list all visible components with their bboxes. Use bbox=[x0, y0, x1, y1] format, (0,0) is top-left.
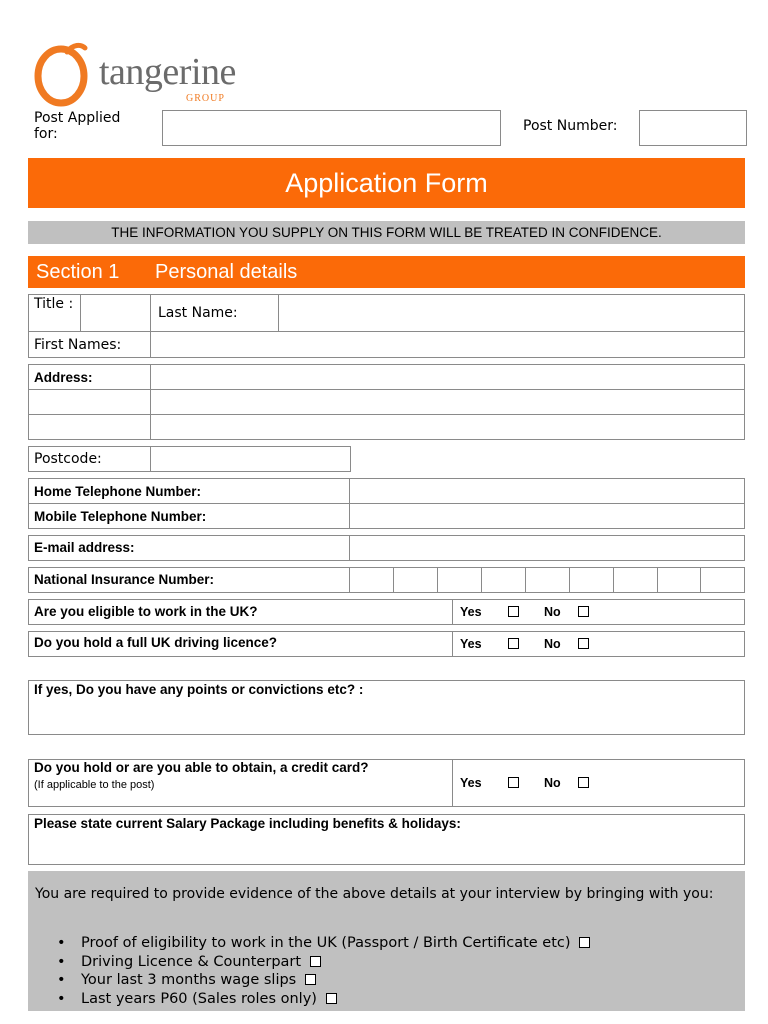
brand-subtitle: GROUP bbox=[186, 93, 225, 104]
ni-char-input-6[interactable] bbox=[571, 568, 613, 592]
name-table bbox=[28, 294, 745, 358]
evidence-item-2: • Driving Licence & Counterpart bbox=[28, 953, 590, 972]
last-name-input[interactable] bbox=[280, 295, 744, 331]
brand-logo bbox=[33, 42, 273, 108]
evidence-item-3: • Your last 3 months wage slips bbox=[28, 971, 590, 990]
eligible-uk-question: Are you eligible to work in the UK? bbox=[34, 604, 258, 619]
form-title: Application Form bbox=[285, 168, 488, 198]
evidence-checkbox-4[interactable] bbox=[326, 993, 337, 1004]
brand-name: tangerine bbox=[99, 51, 236, 93]
home-tel-input[interactable] bbox=[351, 479, 744, 503]
telephone-table bbox=[28, 478, 745, 529]
credit-card-row bbox=[28, 759, 745, 807]
driving-licence-question: Do you hold a full UK driving licence? bbox=[34, 635, 278, 650]
post-number-label: Post Number: bbox=[523, 118, 618, 134]
licence-no-checkbox[interactable] bbox=[578, 638, 589, 649]
confidential-bar bbox=[28, 221, 745, 244]
points-convictions-question: If yes, Do you have any points or convictions etc? : bbox=[34, 682, 364, 697]
credit-no-checkbox[interactable] bbox=[578, 777, 589, 788]
form-title-bar bbox=[28, 158, 745, 208]
ni-char-input-5[interactable] bbox=[527, 568, 569, 592]
evidence-intro: You are required to provide evidence of the above details at your interview by bringing with you: bbox=[35, 886, 714, 902]
eligible-no-checkbox[interactable] bbox=[578, 606, 589, 617]
address-table bbox=[28, 364, 745, 440]
evidence-checkbox-1[interactable] bbox=[579, 937, 590, 948]
postcode-input[interactable] bbox=[152, 447, 350, 471]
postcode-label: Postcode: bbox=[34, 451, 102, 467]
ni-char-input-9[interactable] bbox=[702, 568, 744, 592]
credit-yes-label: Yes bbox=[460, 776, 482, 790]
home-tel-label: Home Telephone Number: bbox=[34, 484, 202, 499]
section1-header bbox=[28, 256, 745, 288]
ni-char-input-8[interactable] bbox=[659, 568, 700, 592]
evidence-panel bbox=[28, 871, 745, 1011]
licence-yes-checkbox[interactable] bbox=[508, 638, 519, 649]
address-label: Address: bbox=[34, 370, 93, 385]
eligible-no-label: No bbox=[544, 605, 561, 619]
confidential-note: THE INFORMATION YOU SUPPLY ON THIS FORM WILL BE TREATED IN CONFIDENCE. bbox=[111, 225, 662, 240]
ni-label: National Insurance Number: bbox=[34, 572, 215, 587]
ni-char-input-3[interactable] bbox=[439, 568, 481, 592]
email-input[interactable] bbox=[351, 536, 744, 560]
title-input[interactable] bbox=[82, 295, 149, 331]
evidence-checkbox-2[interactable] bbox=[310, 956, 321, 967]
post-applied-label: Post Applied for: bbox=[34, 110, 121, 142]
email-table bbox=[28, 535, 745, 561]
credit-no-label: No bbox=[544, 776, 561, 790]
section1-title: Personal details bbox=[155, 261, 298, 283]
mobile-tel-label: Mobile Telephone Number: bbox=[34, 509, 207, 524]
salary-package-box[interactable] bbox=[28, 814, 745, 865]
credit-yes-checkbox[interactable] bbox=[508, 777, 519, 788]
credit-card-question: Do you hold or are you able to obtain, a credit card? bbox=[34, 760, 369, 775]
ni-table bbox=[28, 567, 745, 593]
first-names-label: First Names: bbox=[34, 337, 122, 353]
salary-package-question: Please state current Salary Package including benefits & holidays: bbox=[34, 816, 461, 831]
eligible-yes-checkbox[interactable] bbox=[508, 606, 519, 617]
mobile-tel-input[interactable] bbox=[351, 504, 744, 528]
evidence-checkbox-3[interactable] bbox=[305, 974, 316, 985]
ni-char-input-4[interactable] bbox=[483, 568, 525, 592]
credit-card-note: (If applicable to the post) bbox=[34, 779, 155, 791]
points-convictions-box[interactable] bbox=[28, 680, 745, 735]
evidence-list bbox=[28, 934, 590, 1008]
last-name-label: Last Name: bbox=[158, 305, 238, 321]
email-label: E-mail address: bbox=[34, 540, 135, 555]
ni-char-input-1[interactable] bbox=[351, 568, 393, 592]
address-line1-input[interactable] bbox=[152, 365, 744, 389]
ni-char-input-7[interactable] bbox=[615, 568, 657, 592]
address-line2-input[interactable] bbox=[152, 390, 744, 414]
title-label: Title : bbox=[34, 296, 74, 312]
first-names-input[interactable] bbox=[152, 333, 744, 357]
eligible-uk-row bbox=[28, 599, 745, 625]
licence-yes-label: Yes bbox=[460, 637, 482, 651]
licence-no-label: No bbox=[544, 637, 561, 651]
postcode-table bbox=[28, 446, 351, 472]
eligible-yes-label: Yes bbox=[460, 605, 482, 619]
tangerine-logo-icon bbox=[33, 42, 93, 108]
section1-number: Section 1 bbox=[36, 261, 120, 283]
ni-char-input-2[interactable] bbox=[395, 568, 437, 592]
evidence-item-4: • Last years P60 (Sales roles only) bbox=[28, 990, 590, 1009]
driving-licence-row bbox=[28, 631, 745, 657]
post-number-input[interactable] bbox=[639, 110, 747, 146]
evidence-item-1: • Proof of eligibility to work in the UK (Passport / Birth Certificate etc) bbox=[28, 934, 590, 953]
address-line3-input[interactable] bbox=[152, 415, 744, 439]
post-applied-input[interactable] bbox=[162, 110, 501, 146]
